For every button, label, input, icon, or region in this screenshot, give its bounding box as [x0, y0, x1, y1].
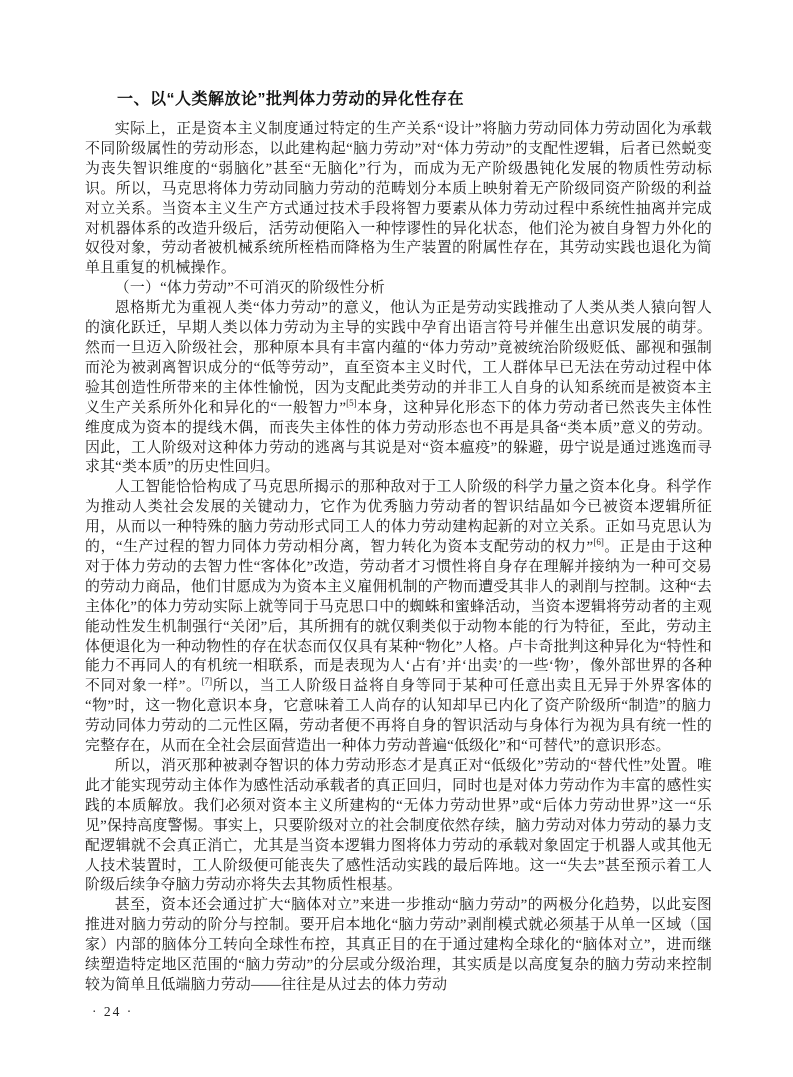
page-body: [85, 90, 712, 996]
paragraph: 实际上，正是资本主义制度通过特定的生产关系“设计”将脑力劳动同体力劳动固化为承载不同阶级属性的劳动形态，以此建构起“脑力劳动”对“体力劳动”的支配性逻辑，后者已然蜕变为丧失智识维度的“弱脑化”甚至“无脑化”行为，而成为无产阶级愚钝化发展的物质性劳动标识。所以，马克思将体力劳动同脑力劳动的范畴划分本质上映射着无产阶级同资产阶级的利益对立关系。当资本主义生产方式通过技术手段将智力要素从体力劳动过程中系统性抽离并完成对机器体系的改造升级后，活劳动便陷入一种悖谬性的异化状态，他们沦为被自身智力外化的奴役对象，劳动者被机械系统所桎梏而降格为生产装置的附属性存在，其劳动实践也退化为简单且重复的机械操作。: [85, 121, 712, 277]
subsection-heading: （一）“体力劳动”不可消灭的阶级性分析: [114, 280, 385, 297]
citation-marker: [7]: [201, 676, 213, 687]
paragraph: 人工智能恰恰构成了马克思所揭示的那种敌对于工人阶级的科学力量之资本化身。科学作为推动人类社会发展的关键动力，它作为优秀脑力劳动者的智识结晶如今已被资本逻辑所征用，从而以一种特殊的脑力劳动形式同工人的体力劳动建构起新的对立关系。正如马克思认为的，“生产过程的智力同体力劳动相分离，智力转化为资本支配劳动的权力”[6]。正是由于这种对于体力劳动的去智力性“客体化”改造，劳动者才习惯性将自身存在理解并接纳为一种可交易的劳动力商品，他们甘愿成为为资本主义雇佣机制的产物而遭受其非人的剥削与控制。这种“去主体化”的体力劳动实际上就等同于马克思口中的蜘蛛和蜜蜂活动，当资本逻辑将劳动者的主观能动性发生机制强行“关闭”后，其所拥有的就仅剩类似于动物本能的行为特征，至此，劳动主体便退化为一种动物性的存在状态而仅仅具有某种“物化”人格。卢卡奇批判这种异化为“特性和能力不再同人的有机统一相联系，而是表现为人‘占有’并‘出卖’的一些‘物’，像外部世界的各种不同对象一样”。[7]所以，当工人阶级日益将自身等同于某种可任意出卖且无异于外界客体的“物”时，这一物化意识本身，它意味着工人尚存的认知却早已内化了资产阶级所“制造”的脑力劳动同体力劳动的二元性区隔，劳动者便不再将自身的智识活动与身体行为视为具有统一性的完整存在，从而在全社会层面营造出一种体力劳动普遍“低级化”和“可替代”的意识形态。: [85, 479, 712, 755]
paragraph: 所以，消灭那种被剥夺智识的体力劳动形态才是真正对“低级化”劳动的“替代性”处置。唯此才能实现劳动主体作为感性活动承载者的真正回归，同时也是对体力劳动作为丰富的感性实践的本质解放。我们必须对资本主义所建构的“无体力劳动世界”或“后体力劳动世界”这一“乐见”保持高度警惕。事实上，只要阶级对立的社会制度依然存续，脑力劳动对体力劳动的暴力支配逻辑就不会真正消亡，尤其是当资本逻辑力图将体力劳动的承载对象固定于机器人或其他无人技术装置时，工人阶级便可能丧失了感性活动实践的最后阵地。这一“失去”甚至预示着工人阶级后续争夺脑力劳动亦将失去其物质性根基。: [85, 758, 712, 894]
paragraph: 甚至，资本还会通过扩大“脑体对立”来进一步推动“脑力劳动”的两极分化趋势，以此妄图推进对脑力劳动的阶分与控制。要开启本地化“脑力劳动”剥削模式就必须基于从单一区域（国家）内部的脑体分工转向全球性布控，其真正目的在于通过建构全球化的“脑体对立”，进而继续塑造特定地区范围的“脑力劳动”的分层或分级治理，其实质是以高度复杂的脑力劳动来控制较为简单且低端脑力劳动——往往是从过去的体力劳动: [85, 897, 712, 993]
body-text: [85, 120, 712, 996]
citation-marker: [6]: [593, 537, 604, 548]
paragraph: 恩格斯尤为重视人类“体力劳动”的意义，他认为正是劳动实践推动了人类从类人猿向智人的演化跃迁，早期人类以体力劳动为主导的实践中孕育出语言符号并催生出意识发展的萌芽。然而一旦迈入阶级社会，那种原本具有丰富内蕴的“体力劳动”竟被统治阶级贬低、鄙视和强制而沦为被剥离智识成分的“低等劳动”，直至资本主义时代，工人群体早已无法在劳动过程中体验其创造性所带来的主体性愉悦，因为支配此类劳动的并非工人自身的认知系统而是被资本主义生产关系所外化和异化的“一般智力”[5]本身，这种异化形态下的体力劳动者已然丧失主体性维度成为资本的提线木偶，而丧失主体性的体力劳动形态也不再是具备“类本质”意义的劳动。因此，工人阶级对这种体力劳动的逃离与其说是对“资本瘟疫”的躲避，毋宁说是通过逃逸而寻求其“类本质”的历史性回归。: [85, 300, 712, 476]
page-number: · 24 ·: [92, 1004, 134, 1019]
citation-marker: [5]: [346, 397, 357, 408]
section-heading: 一、以“人类解放论”批判体力劳动的异化性存在: [117, 91, 465, 108]
